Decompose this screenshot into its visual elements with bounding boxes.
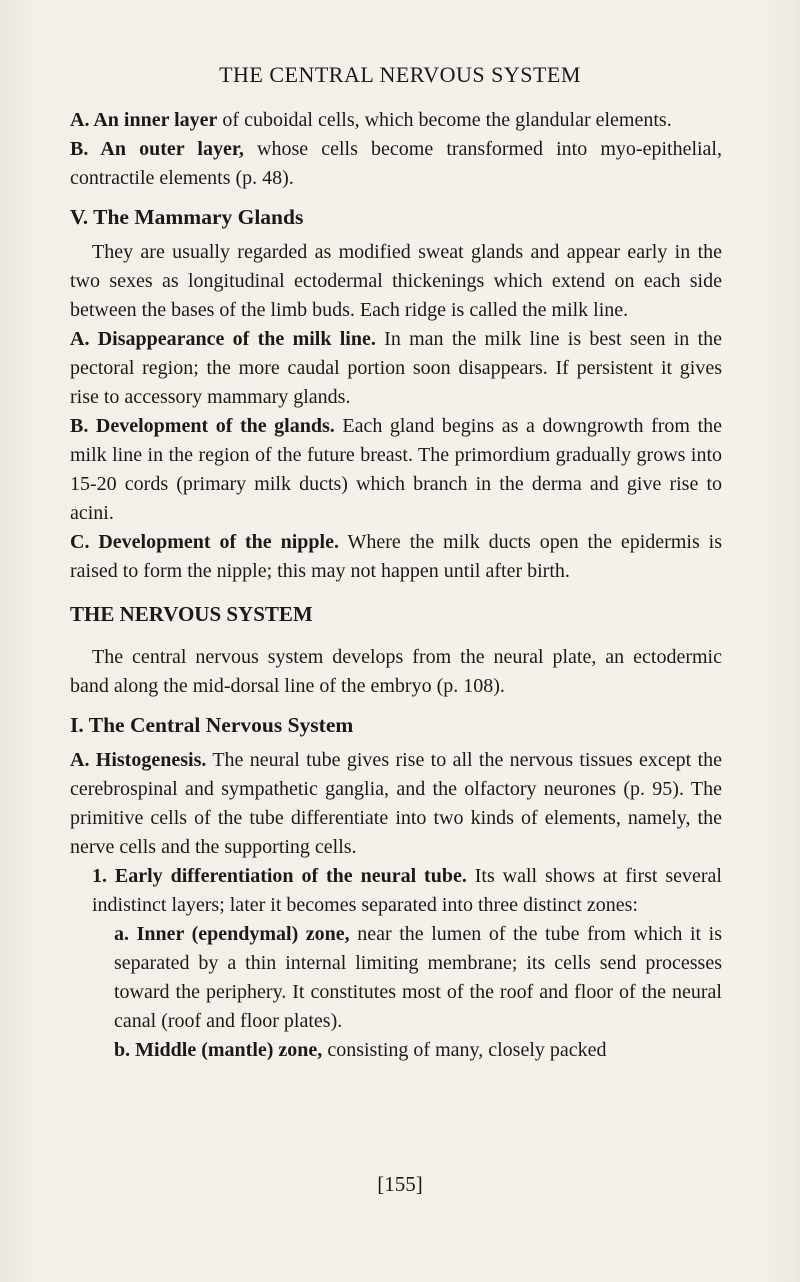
text-outer-layer: whose cells become transformed into myo-epithelial, contractile elements (p. 48). (70, 138, 722, 189)
lead-glands-development: B. Development of the glands. (70, 415, 335, 437)
lead-nipple-development: C. Development of the nipple. (70, 531, 339, 553)
paragraph-outer-layer (70, 135, 722, 193)
text-histogenesis: The neural tube gives rise to all the nervous tissues except the cerebrospinal and sympathetic ganglia, and the olfactory neurones (p. 95). The primitive cells of the tube differentiate into two kinds of elements, namely, the nerve cells and the supporting cells. (70, 749, 723, 858)
lead-inner-layer: A. An inner layer (70, 109, 218, 131)
paragraph-histogenesis (70, 746, 722, 862)
paragraph-inner-zone (70, 920, 722, 1036)
lead-inner-zone: a. Inner (ependymal) zone, (114, 923, 350, 945)
lead-histogenesis: A. Histogenesis. (70, 749, 207, 771)
page-body (70, 106, 722, 1065)
running-head: THE CENTRAL NERVOUS SYSTEM (219, 62, 581, 87)
page-number: [155] (377, 1172, 423, 1196)
heading-nervous-system: THE NERVOUS SYSTEM (70, 602, 313, 626)
paragraph-nipple-development (70, 528, 722, 586)
text-middle-zone: consisting of many, closely packed (322, 1039, 607, 1061)
lead-milk-line: A. Disappearance of the milk line. (70, 328, 376, 350)
paragraph-inner-layer (70, 106, 722, 135)
paragraph-glands-development (70, 412, 722, 528)
paragraph-middle-zone (70, 1036, 722, 1065)
text-glands-development: Each gland begins as a downgrowth from the milk line in the region of the future breast. The primordium gradually grows into 15-20 cords (primary milk ducts) which branch in the derma and give rise to acini. (70, 415, 722, 524)
text-inner-layer: of cuboidal cells, which become the glandular elements. (217, 109, 672, 131)
paragraph-milk-line (70, 325, 722, 412)
text-milk-line: In man the milk line is best seen in the pectoral region; the more caudal portion soon disappears. If persistent it gives rise to accessory mammary glands. (70, 328, 723, 408)
paragraph-mammary-intro: They are usually regarded as modified sweat glands and appear early in the two sexes as longitudinal ectodermal thickenings which extend on each side between the bases of the limb buds. Each ridge is called the milk line. (70, 241, 722, 321)
paragraph-early-differentiation (70, 862, 722, 920)
heading-mammary-glands: V. The Mammary Glands (70, 205, 304, 229)
lead-outer-layer: B. An outer layer, (70, 138, 244, 160)
lead-middle-zone: b. Middle (mantle) zone, (114, 1039, 323, 1061)
paragraph-nervous-intro: The central nervous system develops from the neural plate, an ectodermic band along the mid-dorsal line of the embryo (p. 108). (70, 646, 722, 697)
text-inner-zone: near the lumen of the tube from which it is separated by a thin internal limiting membrane; its cells send processes toward the periphery. It constitutes most of the roof and floor of the neural canal (roof and floor plates). (114, 923, 722, 1032)
text-nipple-development: Where the milk ducts open the epidermis is raised to form the nipple; this may not happen until after birth. (70, 531, 722, 582)
lead-early-differentiation: 1. Early differentiation of the neural tube. (92, 865, 467, 887)
text-early-differentiation: Its wall shows at first several indistinct layers; later it becomes separated into three distinct zones: (92, 865, 722, 916)
heading-central-nervous-system: I. The Central Nervous System (70, 713, 354, 737)
